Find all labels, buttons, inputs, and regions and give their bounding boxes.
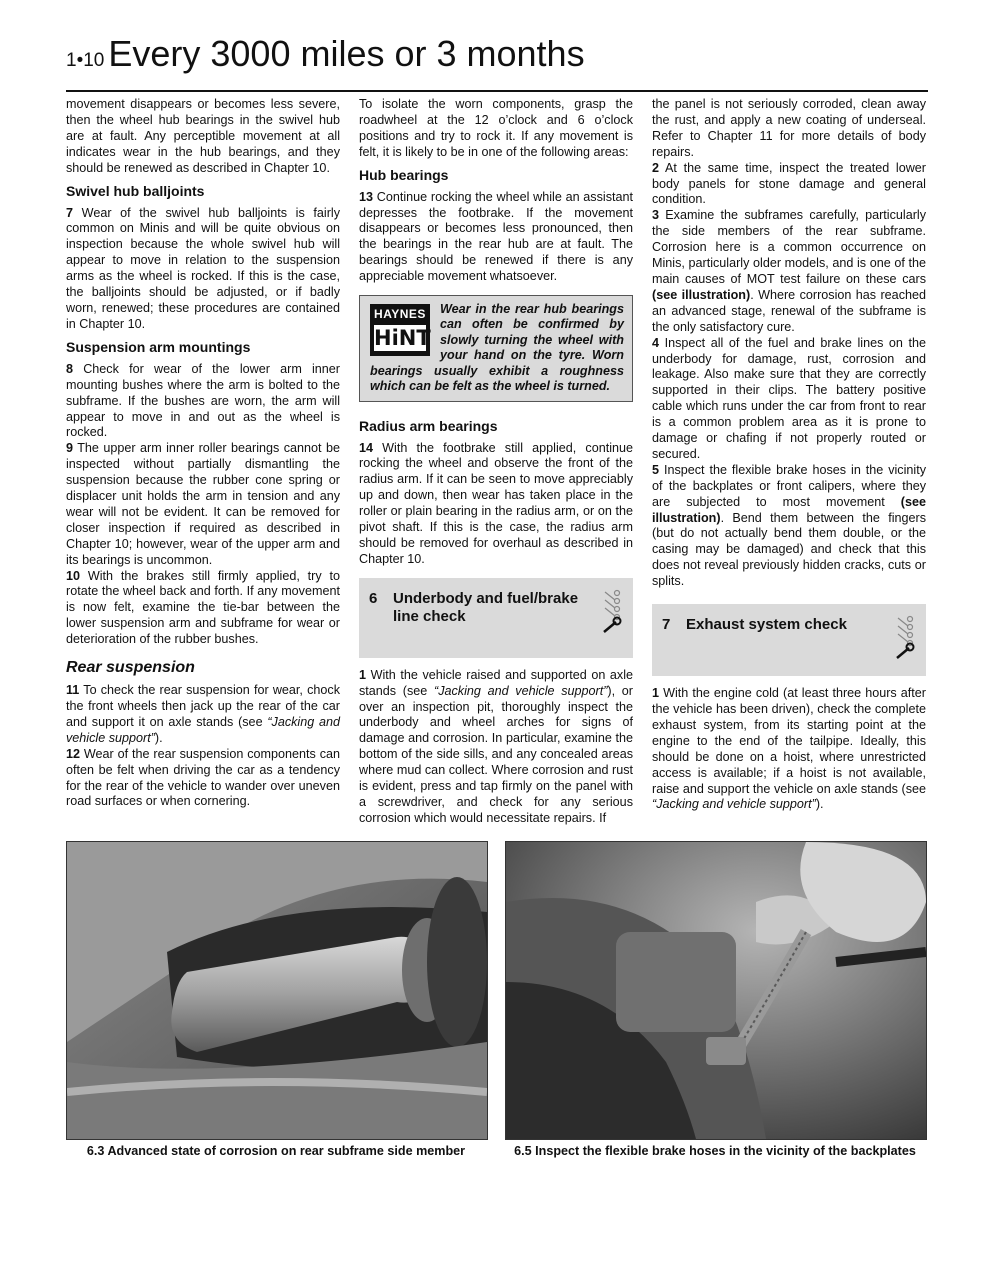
paragraph-continued: the panel is not seriously corroded, clean away the rust, and apply a new coating of underseal. Refer to Chapter 11 for more details of body repairs. — [652, 97, 926, 159]
section-number: 7 — [662, 616, 671, 634]
heading-rear-suspension: Rear suspension — [66, 659, 195, 677]
paragraph-isolate: To isolate the worn components, grasp the roadwheel at the 12 o’clock and 6 o’clock positions and try to rock it. If any movement is felt, it is likely to be in one of the following areas: — [359, 97, 633, 159]
column-2 — [359, 97, 633, 827]
paragraph-10: 10 With the brakes still firmly applied, try to rotate the wheel back and forth. If any movement is now felt, examine the tie-bar between the lower suspension arm and subframe for wear or deterioration of the rubber bushes. — [66, 568, 340, 647]
section-title: Underbody and fuel/brake line check — [393, 589, 579, 625]
section-title: Exhaust system check — [686, 616, 847, 634]
section-7-paragraph-1: 1 With the engine cold (at least three hours after the vehicle has been driven), check the complete exhaust system, from its starting point at the engine to the end of the tailpipe. Ideally, this should be done on a hoist, where unrestricted access is available; if a hoist is not available, raise and support the vehicle on axle stands (see “Jacking and vehicle support”). — [652, 686, 926, 812]
heading-swivel-hub-balljoints: Swivel hub balljoints — [66, 182, 205, 199]
paragraph-12: 12 Wear of the rear suspension components can often be felt when driving the car as a tendency for the rear of the vehicle to wander over uneven road surfaces or when cornering. — [66, 746, 340, 809]
illustration-reference: (see illustration) — [652, 287, 751, 302]
figure-6-5-caption: 6.5 Inspect the flexible brake hoses in the vicinity of the backplates — [514, 1144, 916, 1158]
cross-reference: “Jacking and vehicle support” — [66, 714, 340, 745]
paragraph-9: 9 The upper arm inner roller bearings cannot be inspected without partially dismantling the suspension because the rubber cone spring or displacer unit holds the arm in tension and any wear will not be evident. It can be removed for closer inspection if required as described in Chapter 10; however, wear of the upper arm and its bearings is uncommon. — [66, 441, 340, 567]
brake-hose-photo — [506, 842, 926, 1139]
haynes-hint-logo: HAYNES HiNT — [370, 304, 430, 356]
page-heading: Every 3000 miles or 3 months — [108, 33, 585, 74]
section-6-paragraph-1: 1 With the vehicle raised and supported on axle stands (see “Jacking and vehicle support”), or over an inspection pit, thoroughly inspect the underbody and wheel arches for signs of damage and corrosion. In particular, examine the bottom of the side sills, and any concealed areas where mud can collect. Where corrosion and rust is evident, press and tap firmly on the panel with a screwdriver, and check for any serious corrosion which would necessitate repairs. If — [359, 667, 634, 825]
heading-suspension-arm-mountings: Suspension arm mountings — [66, 338, 251, 355]
paragraph-7: 7 Wear of the swivel hub balljoints is fairly common on Minis and will be quite obvious on inspection because the whole swivel hub will appear to move in relation to the suspension arms as the wheel is rocked. If this is the case, the balljoints should be adjusted, or if badly worn, renewed; these procedures are contained in Chapter 10. — [66, 205, 340, 331]
difficulty-spanner-icon — [894, 614, 916, 662]
paragraph-2: 2 At the same time, inspect the treated lower body panels for stone damage and general condition. — [652, 160, 926, 207]
hint-text: Wear in the rear hub bearings can often be confirmed by slowly turning the wheel with your hand on the tyre. Worn bearings usually exhibit a roughness which can be felt as the wheel is turned. — [370, 302, 624, 394]
paragraph-13: 13 Continue rocking the wheel while an assistant depresses the footbrake. If the movement disappears or becomes less pronounced, then the bearings in the rear hub are at fault. The bearings should be renewed if there is any appreciable movement whatsoever. — [359, 189, 634, 284]
section-7-header — [652, 604, 926, 676]
difficulty-spanner-icon — [601, 588, 623, 636]
paragraph-continued: movement disappears or becomes less severe, then the wheel hub bearings in the swivel hub are at fault. Any perceptible movement at all indicates wear in the hub bearings, and they should be renewed as described in Chapter 10. — [66, 97, 340, 175]
paragraph-3: 3 Examine the subframes carefully, particularly the side members of the rear subframe. Corrosion here is a common occurrence on Minis, particularly older models, and is one of the main causes of MOT test failure on these cars (see illustration). Where corrosion has reached an advanced stage, renewal of the subframe is the only satisfactory cure. — [652, 208, 926, 334]
paragraph-8: 8 Check for wear of the lower arm inner mounting bushes where the arm is bolted to the subframe. If the bushes are worn, the arm will appear to move in and out as the wheel is rocked. — [66, 361, 340, 440]
figure-6-3-photo — [66, 841, 488, 1140]
figure-6-5-photo — [505, 841, 927, 1140]
paragraph-14: 14 With the footbrake still applied, continue rocking the wheel and observe the front of the radius arm. If it can be seen to move appreciably up and down, then wear has taken place in the roller or plain bearing in the radius arm, or on the pivot shaft. If this is the case, the radius arm should be removed for overhaul as described in Chapter 10. — [359, 440, 634, 566]
paragraph-11: 11 To check the rear suspension for wear, chock the front wheels then jack up the rear of the car and support it on axle stands (see “Jacking and vehicle support”). — [66, 683, 340, 745]
section-number: 6 — [369, 589, 378, 607]
page-number: 1•10 — [66, 50, 105, 71]
paragraph-5: 5 Inspect the flexible brake hoses in the vicinity of the backplates or front calipers, where they are subjected to most movement (see illustration). Bend them between the fingers (but do not actually bend them double, or the casing may be damaged) and check that this does not reveal previously hidden cracks, cuts or splits. — [652, 462, 926, 589]
heading-hub-bearings: Hub bearings — [359, 166, 449, 183]
paragraph-4: 4 Inspect all of the fuel and brake lines on the underbody for damage, rust, corrosion and leakage. Also make sure that they are correctly supported in their clips. The battery positive cable which runs under the car from front to rear is a common problem area as it is prone to damage or chafing if not properly routed or secured. — [652, 335, 926, 461]
corroded-subframe-photo — [67, 842, 487, 1139]
cross-reference: “Jacking and vehicle support” — [434, 683, 608, 698]
section-6-header — [359, 578, 633, 658]
column-3 — [652, 97, 926, 813]
header-rule — [66, 90, 928, 92]
column-1 — [66, 97, 340, 810]
heading-radius-arm-bearings: Radius arm bearings — [359, 417, 498, 434]
page-title — [66, 33, 585, 74]
illustration-reference: (see illustration) — [652, 494, 926, 525]
cross-reference: “Jacking and vehicle support” — [652, 797, 816, 812]
haynes-hint-box — [359, 295, 633, 401]
figure-6-3-caption: 6.3 Advanced state of corrosion on rear subframe side member — [86, 1144, 466, 1158]
